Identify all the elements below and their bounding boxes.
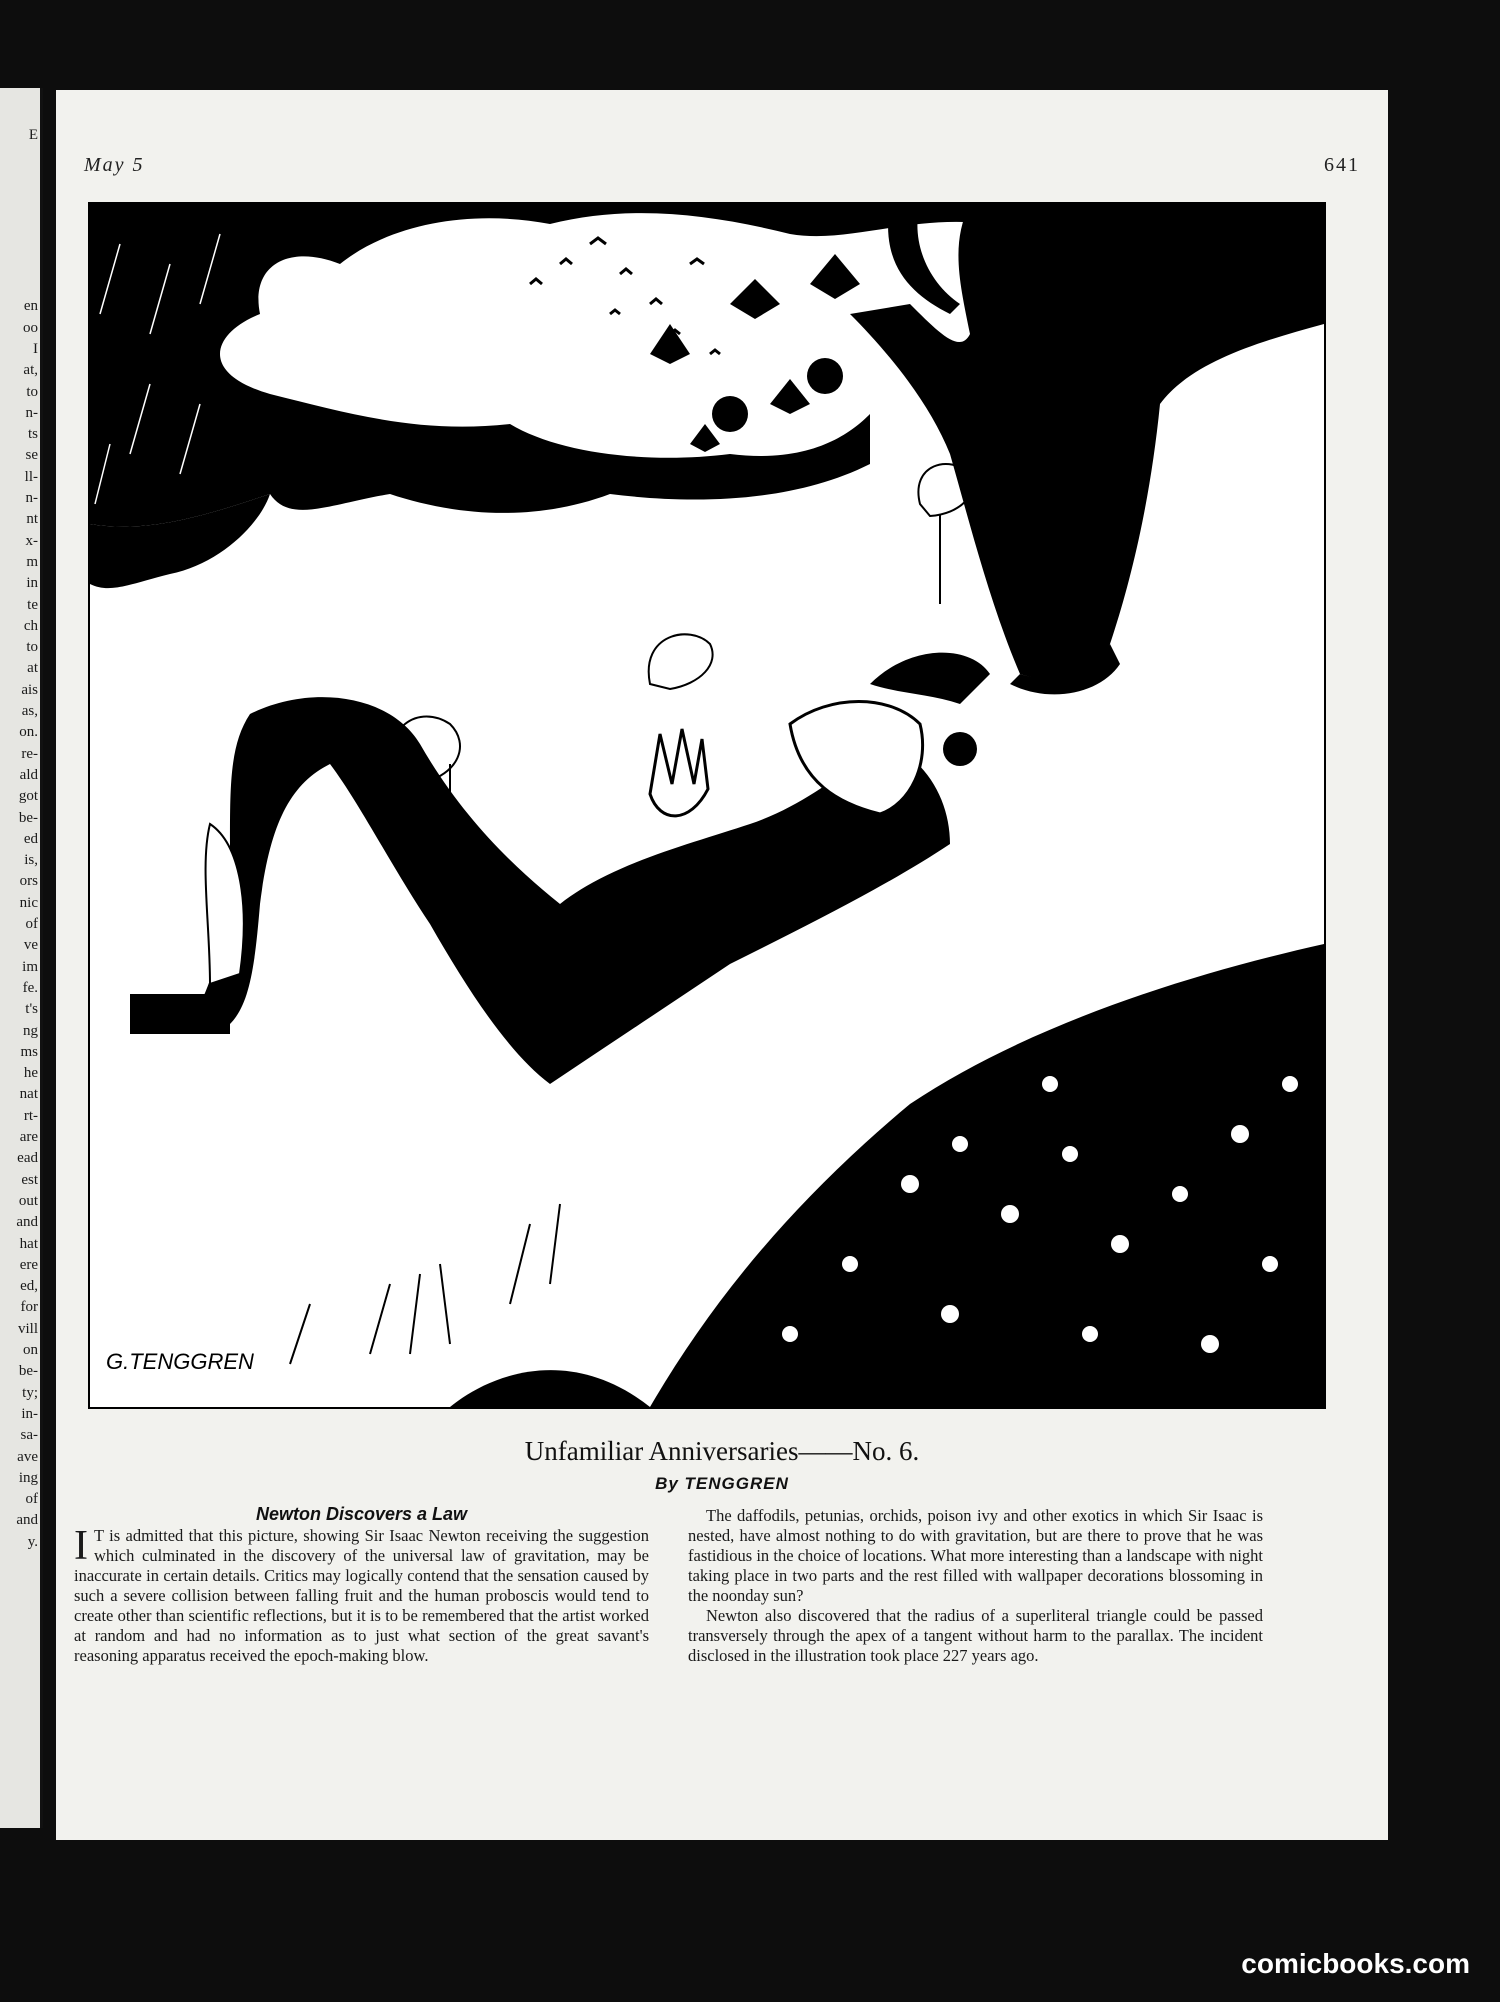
previous-page-text-fragment: in- xyxy=(21,1405,38,1422)
previous-page-text-fragment: ed xyxy=(23,830,38,847)
article-heading: Newton Discovers a Law xyxy=(255,1504,468,1524)
previous-page-text-fragment: of xyxy=(25,1491,38,1508)
newton-shoe xyxy=(130,994,230,1034)
previous-page-text-fragment: im xyxy=(22,958,38,975)
previous-page-text-fragment: t's xyxy=(25,1001,38,1018)
issue-date: May 5 xyxy=(84,154,145,176)
byline: By TENGGREN xyxy=(655,1474,789,1493)
article-left-column xyxy=(74,1504,649,1666)
previous-page-text-fragment: ms xyxy=(20,1043,38,1060)
newton-illustration xyxy=(88,202,1326,1409)
newton-hand xyxy=(650,729,708,816)
previous-page-text-fragment: sa- xyxy=(20,1427,38,1444)
previous-page-text-fragment: he xyxy=(23,1065,38,1082)
illustration-artwork xyxy=(90,204,1324,1407)
magazine-page xyxy=(56,90,1388,1840)
previous-page-text-fragment: in xyxy=(26,575,38,592)
previous-page-text-fragment: on. xyxy=(19,724,38,741)
previous-page-text-fragment: ts xyxy=(27,426,38,443)
previous-page-text-fragment: for xyxy=(20,1299,38,1316)
apple-1 xyxy=(712,396,748,432)
previous-page-text-fragment: oo xyxy=(23,319,38,336)
flock-of-birds xyxy=(530,238,720,354)
grass-strokes xyxy=(290,1204,560,1364)
previous-page-text-fragment: te xyxy=(27,596,38,613)
previous-page-text-fragment: m xyxy=(26,553,38,570)
previous-page-text-fragment: be- xyxy=(18,1363,38,1380)
caption-title: Unfamiliar Anniversaries——No. 6. xyxy=(524,1436,920,1466)
article-paragraph-3: Newton also discovered that the radius of a superliteral triangle could be passed transversely through the apex of a tangent without harm to the parallax. The incident disclosed in the illustration took place 227 years ago. xyxy=(688,1606,1263,1665)
previous-page-text-fragment: ch xyxy=(23,617,38,634)
previous-page-text-fragment: fe. xyxy=(22,979,38,996)
article-paragraph-1-text: T is admitted that this picture, showing Sir Isaac Newton receiving the suggestion which culminated in the discovery of the universal law of gravitation, may be inaccurate in certain details. Critics may logically contend that the sensation caused by such a severe collision between falling fruit and the human proboscis would tend to create other than scientific reflections, but it is to be remembered that the artist worked at random and had no information as to just what section of the great savant's reasoning apparatus received the epoch-making blow. xyxy=(74,1526,649,1665)
previous-page-text-fragment: ave xyxy=(17,1448,38,1465)
previous-page-text-fragment: nt xyxy=(26,511,38,528)
newton-hat xyxy=(870,653,990,704)
previous-page-text-fragment: at xyxy=(27,660,38,677)
previous-page-text-fragment: to xyxy=(26,639,38,656)
previous-page-text-fragment: n- xyxy=(25,404,38,421)
previous-page-text-fragment: of xyxy=(25,916,38,932)
previous-page-text-fragment: as, xyxy=(21,703,38,719)
previous-page-text-fragment: ng xyxy=(23,1022,38,1039)
night-sky xyxy=(90,204,990,527)
previous-page-text-fragment: est xyxy=(21,1171,38,1188)
previous-page-text-fragment: be- xyxy=(18,809,38,826)
article-paragraph-1 xyxy=(74,1523,649,1666)
dark-ground xyxy=(450,1370,650,1407)
previous-page-text-fragment: out xyxy=(18,1192,38,1209)
article-right-column xyxy=(688,1506,1263,1666)
previous-page-text-fragment: ead xyxy=(17,1150,38,1167)
previous-page-text-fragment: x- xyxy=(25,532,38,549)
previous-page-text-fragment: re- xyxy=(21,745,38,762)
previous-page-edge xyxy=(0,88,43,1828)
previous-page-text-fragment: on xyxy=(23,1342,38,1358)
previous-page-text-fragment: ors xyxy=(19,873,38,890)
previous-page-text-fragment: se xyxy=(25,447,38,464)
previous-page-text-fragment: en xyxy=(23,298,38,315)
previous-page-text-fragment: ere xyxy=(19,1256,38,1273)
previous-page-text-fragment: nic xyxy=(19,894,38,911)
caption-block xyxy=(56,1436,1388,1467)
previous-page-text-fragment: y. xyxy=(27,1533,38,1550)
night-hillside xyxy=(650,944,1324,1407)
previous-page-text-fragment: ais xyxy=(21,681,38,698)
page-number: 641 xyxy=(1324,154,1360,176)
drop-cap: I xyxy=(74,1523,88,1569)
artist-signature: G.TENGGREN xyxy=(106,1349,254,1374)
previous-page-text-fragment: at, xyxy=(23,362,38,379)
previous-page-text-fragment: ty; xyxy=(22,1384,38,1401)
apple-2 xyxy=(807,358,843,394)
previous-page-text-fragment: ed, xyxy=(20,1278,38,1295)
previous-page-text-fragment: hat xyxy=(19,1235,38,1252)
previous-page-text-fragment: to xyxy=(26,383,38,400)
previous-page-text-fragment: E xyxy=(28,127,38,143)
previous-page-text-fragment: and xyxy=(16,1512,38,1529)
previous-page-text-fragment: I xyxy=(33,340,38,357)
article-paragraph-2: The daffodils, petunias, orchids, poison ivy and other exotics in which Sir Isaac is nested, have almost nothing to do with gravitation, but are there to prove that he was fastidious in the choice of locations. What more interesting than a landscape with night taking place in two parts and the rest filled with wallpaper decorations blossoming in the noonday sun? xyxy=(688,1506,1263,1605)
previous-page-text-fragment: and xyxy=(16,1214,38,1231)
previous-page-text-fragment: ald xyxy=(19,766,38,783)
site-watermark: comicbooks.com xyxy=(1241,1948,1470,1979)
previous-page-text-fragment: ve xyxy=(23,937,38,954)
previous-page-text-fragment: got xyxy=(18,788,38,805)
previous-page-text-fragment: vill xyxy=(17,1320,38,1337)
previous-page-text-fragment: rt- xyxy=(23,1107,38,1124)
previous-page-text-fragment: is, xyxy=(24,852,38,869)
previous-page-text-fragment: n- xyxy=(25,490,38,506)
previous-page-text-fragment: nat xyxy=(19,1086,38,1103)
falling-apple xyxy=(943,732,977,766)
previous-page-text-fragment: ing xyxy=(18,1469,38,1486)
previous-page-text-fragment: ll- xyxy=(24,468,38,485)
previous-page-text-fragment: are xyxy=(19,1129,38,1145)
branch-leaves xyxy=(650,254,860,452)
